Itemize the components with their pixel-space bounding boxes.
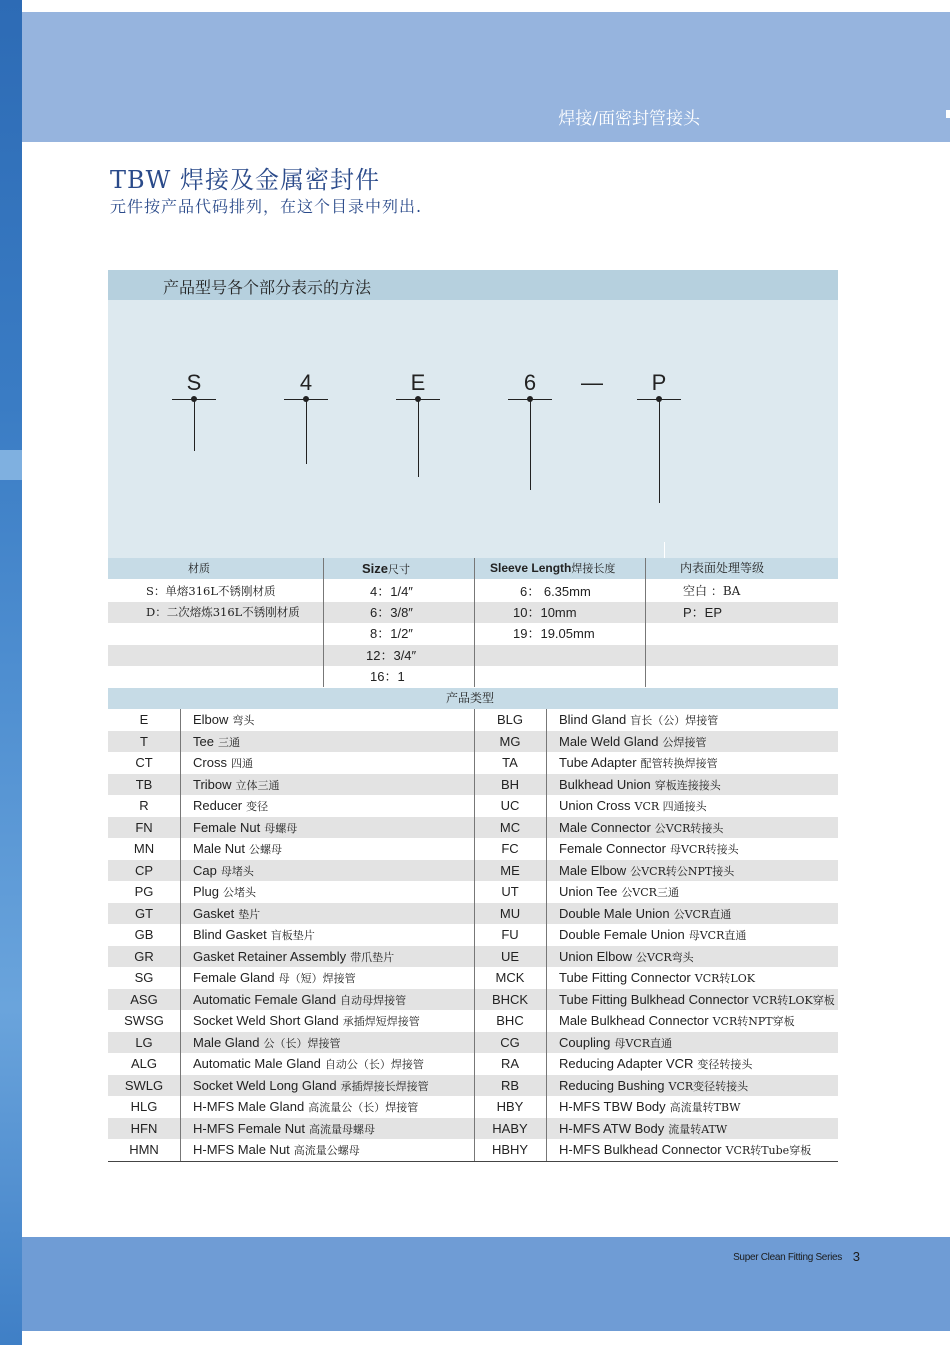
type-name xyxy=(193,731,473,752)
code-type: E xyxy=(410,370,426,395)
connector-line xyxy=(306,399,307,464)
left-decorative-bar xyxy=(0,0,22,1345)
type-name-en: Union Tee xyxy=(559,884,618,899)
type-name xyxy=(193,1010,473,1031)
type-name-en: Coupling xyxy=(559,1034,611,1050)
type-name-cn: VCR转NPT穿板 xyxy=(712,1015,795,1028)
type-name-en: Automatic Male Gland xyxy=(193,1056,321,1071)
type-name-cn: VCR变径转接头 xyxy=(668,1079,749,1093)
header-sleeve xyxy=(490,558,660,579)
spec-row xyxy=(108,645,838,666)
type-code: MN xyxy=(133,841,155,856)
type-name-en: Automatic Female Gland xyxy=(193,991,337,1007)
type-name-en: Socket Weld Short Gland xyxy=(193,1013,339,1028)
type-name-en: Double Female Union xyxy=(559,927,685,942)
type-name-cn: 带爪垫片 xyxy=(350,950,395,964)
type-row xyxy=(108,924,838,945)
column-divider xyxy=(323,558,324,687)
spec-row xyxy=(108,581,838,602)
type-name-cn: 弯头 xyxy=(232,714,255,727)
page-footer xyxy=(22,1237,950,1331)
type-name-cn: 公VCR转公NPT接头 xyxy=(630,864,735,878)
type-name xyxy=(559,1118,838,1139)
type-name-en: Socket Weld Long Gland xyxy=(193,1077,337,1093)
page-number: 3 xyxy=(852,1249,860,1264)
spec-row xyxy=(108,666,838,687)
column-divider xyxy=(474,709,475,1162)
diagram-heading-bar xyxy=(108,270,838,300)
type-name xyxy=(559,774,838,795)
footer-series: Super Clean Fitting Series xyxy=(733,1252,842,1263)
type-name-en: Elbow xyxy=(193,712,229,727)
type-code: CG xyxy=(500,1034,520,1050)
type-name-en: Blind Gland xyxy=(559,712,627,727)
connector-line xyxy=(194,399,195,451)
code-material: S xyxy=(186,370,202,395)
sleeve-cell: 19：19.05mm xyxy=(513,626,595,641)
type-name xyxy=(559,731,838,752)
type-name-cn: 公（长）焊接管 xyxy=(263,1036,341,1050)
type-name-en: Union Cross xyxy=(559,798,631,813)
type-row xyxy=(108,774,838,795)
type-row xyxy=(108,1139,838,1160)
type-name xyxy=(193,752,473,773)
type-name xyxy=(193,1053,473,1074)
type-name-cn: 母（短）焊接管 xyxy=(278,972,356,985)
header-material: 材质 xyxy=(188,562,210,575)
type-code: ASG xyxy=(130,991,158,1007)
type-row xyxy=(108,709,838,730)
type-name-cn: 流量转ATW xyxy=(668,1122,728,1136)
type-name xyxy=(559,838,838,859)
type-code: GR xyxy=(134,948,154,964)
type-name xyxy=(559,1075,838,1096)
page-title: TBW 焊接及金属密封件 xyxy=(110,166,380,194)
type-code: MG xyxy=(499,733,521,749)
header-mark xyxy=(946,110,950,118)
type-row xyxy=(108,1032,838,1053)
type-name-cn: 公VCR弯头 xyxy=(636,950,694,964)
type-name-cn: 公螺母 xyxy=(249,843,283,856)
type-name xyxy=(559,795,838,816)
type-code: MU xyxy=(499,905,521,921)
type-code: RA xyxy=(500,1056,520,1071)
type-name xyxy=(559,989,838,1010)
type-name-cn: 自动公（长）焊接管 xyxy=(324,1058,424,1071)
type-row xyxy=(108,752,838,773)
type-name xyxy=(193,1096,473,1117)
type-name-cn: 母VCR直通 xyxy=(688,929,747,942)
type-code: TB xyxy=(135,776,153,792)
type-name-cn: VCR 四通接头 xyxy=(634,800,707,813)
type-name-en: Cap xyxy=(193,862,217,878)
type-code: SG xyxy=(134,970,154,985)
type-name-cn: 配管转换焊接管 xyxy=(640,757,718,770)
header-title: 焊接/面密封管接头 xyxy=(558,109,700,129)
type-row xyxy=(108,989,838,1010)
code-size: 4 xyxy=(299,370,313,395)
type-name-en: Gasket xyxy=(193,905,235,921)
type-name-en: Male Weld Gland xyxy=(559,733,659,749)
type-name xyxy=(193,860,473,881)
sleeve-cell: 10：10mm xyxy=(513,605,577,620)
type-name xyxy=(193,1032,473,1053)
header-sleeve-en: Sleeve Length xyxy=(490,561,572,575)
type-row xyxy=(108,731,838,752)
spec-row xyxy=(108,623,838,644)
finish-cell: 空白 ：BA xyxy=(683,584,741,598)
size-cell: 16：1 xyxy=(370,669,405,684)
type-name-cn: 立体三通 xyxy=(235,778,280,792)
type-name-cn: 三通 xyxy=(217,735,240,749)
code-diagram xyxy=(108,270,838,558)
type-name-en: Female Connector xyxy=(559,841,666,856)
type-code: CT xyxy=(135,755,153,770)
type-name-cn: 穿板连接接头 xyxy=(654,778,721,792)
diagram-notch xyxy=(664,542,665,558)
type-name xyxy=(193,774,473,795)
type-row xyxy=(108,1053,838,1074)
type-name-cn: VCR转Tube穿板 xyxy=(725,1144,812,1157)
type-code: UE xyxy=(500,948,520,964)
type-code: E xyxy=(139,712,149,727)
type-code: ME xyxy=(500,862,520,878)
type-name-en: H-MFS ATW Body xyxy=(559,1120,665,1136)
types-header-row xyxy=(108,688,838,709)
type-code: HLG xyxy=(130,1099,158,1114)
header-size-cn: 尺寸 xyxy=(388,563,411,576)
type-name-cn: 垫片 xyxy=(238,907,261,921)
type-name-cn: 母堵头 xyxy=(220,864,254,878)
type-name-en: Tube Adapter xyxy=(559,755,637,770)
type-name-cn: 母VCR转接头 xyxy=(669,843,739,856)
type-name xyxy=(559,752,838,773)
material-cell: S：单熔316L不锈刚材质 xyxy=(146,584,276,598)
type-name xyxy=(193,817,473,838)
header-size-en: Size xyxy=(362,561,389,576)
type-name xyxy=(559,967,838,988)
type-name-cn: 变径转接头 xyxy=(697,1058,753,1071)
type-name-en: Tube Fitting Bulkhead Connector xyxy=(559,991,749,1007)
type-name-en: Female Nut xyxy=(193,819,261,835)
code-finish: P xyxy=(651,370,667,395)
type-name-en: Reducer xyxy=(193,798,243,813)
type-code: SWSG xyxy=(124,1013,164,1028)
type-name-en: Union Elbow xyxy=(559,948,632,964)
type-code: BHCK xyxy=(491,991,529,1007)
column-divider xyxy=(474,558,475,687)
code-dash: — xyxy=(581,370,603,395)
type-code: HMN xyxy=(129,1142,159,1157)
type-name xyxy=(193,838,473,859)
type-name-cn: 高流量转TBW xyxy=(669,1101,741,1114)
size-cell: 6：3/8″ xyxy=(370,605,413,620)
type-name-en: Cross xyxy=(193,755,227,770)
type-code: MCK xyxy=(495,970,525,985)
type-name-en: Male Elbow xyxy=(559,862,627,878)
type-name-en: Plug xyxy=(193,884,220,899)
type-name-en: Male Bulkhead Connector xyxy=(559,1013,709,1028)
type-code: HABY xyxy=(492,1120,528,1136)
types-heading: 产品类型 xyxy=(446,691,495,705)
type-name-en: Double Male Union xyxy=(559,905,670,921)
type-code: HBHY xyxy=(491,1142,529,1157)
type-name-cn: 高流量公（长）焊接管 xyxy=(308,1101,419,1114)
type-name-en: H-MFS Male Gland xyxy=(193,1099,305,1114)
type-code: RB xyxy=(500,1077,520,1093)
type-row xyxy=(108,946,838,967)
sleeve-cell: 6： 6.35mm xyxy=(520,584,591,599)
type-name-en: Reducing Bushing xyxy=(559,1077,665,1093)
type-name xyxy=(193,1139,473,1160)
type-name xyxy=(559,946,838,967)
type-code: GT xyxy=(134,905,154,921)
type-code: TA xyxy=(502,755,518,770)
type-name-cn: 承插焊接长焊接管 xyxy=(340,1079,429,1093)
diagram-heading: 产品型号各个部分表示的方法 xyxy=(163,278,372,297)
header-sleeve-cn: 焊接长度 xyxy=(571,562,616,575)
type-name xyxy=(559,860,838,881)
type-name xyxy=(193,924,473,945)
type-name xyxy=(559,1139,838,1160)
type-name xyxy=(559,1010,838,1031)
type-name-cn: 四通 xyxy=(230,757,253,770)
page-header xyxy=(22,12,950,142)
type-code: GB xyxy=(134,927,154,942)
type-row xyxy=(108,881,838,902)
type-name-cn: 自动母焊接管 xyxy=(340,993,407,1007)
type-name-en: Male Gland xyxy=(193,1034,260,1050)
type-row xyxy=(108,1118,838,1139)
type-code: BLG xyxy=(496,712,523,727)
type-name xyxy=(559,709,838,730)
type-code: LG xyxy=(135,1034,153,1050)
type-name-en: Gasket Retainer Assembly xyxy=(193,948,347,964)
type-row xyxy=(108,967,838,988)
type-code: PG xyxy=(134,884,154,899)
type-name-cn: 公堵头 xyxy=(223,886,257,899)
type-name xyxy=(559,903,838,924)
type-name-cn: 变径 xyxy=(246,800,269,813)
connector-line xyxy=(418,399,419,477)
type-name-en: H-MFS Female Nut xyxy=(193,1120,305,1136)
type-name-en: Male Connector xyxy=(559,819,651,835)
type-name-cn: 高流量公螺母 xyxy=(293,1144,360,1157)
type-code: FC xyxy=(501,841,519,856)
type-name xyxy=(559,1053,838,1074)
type-name xyxy=(193,1118,473,1139)
spec-row xyxy=(108,602,838,623)
connector-line xyxy=(659,399,660,503)
size-cell: 4：1/4″ xyxy=(370,584,413,599)
type-name-en: Reducing Adapter VCR xyxy=(559,1056,694,1071)
type-row xyxy=(108,817,838,838)
type-name-en: Tube Fitting Connector xyxy=(559,970,691,985)
type-name-en: Male Nut xyxy=(193,841,246,856)
material-cell: D：二次熔炼316L不锈刚材质 xyxy=(146,605,300,619)
type-code: R xyxy=(139,798,149,813)
type-name-cn: 母VCR直通 xyxy=(614,1036,672,1050)
type-name xyxy=(193,903,473,924)
type-row xyxy=(108,838,838,859)
finish-cell: P：EP xyxy=(683,605,723,620)
type-row xyxy=(108,860,838,881)
type-code: MC xyxy=(499,819,521,835)
type-code: SWLG xyxy=(124,1077,164,1093)
type-name xyxy=(193,709,473,730)
connector-line xyxy=(530,399,531,490)
type-name-en: Bulkhead Union xyxy=(559,776,651,792)
type-name xyxy=(559,924,838,945)
type-name-cn: 高流量母螺母 xyxy=(308,1122,375,1136)
type-name-cn: VCR转LOK穿板 xyxy=(752,993,835,1007)
type-code: UT xyxy=(501,884,519,899)
type-name-cn: VCR转LOK xyxy=(694,972,755,985)
type-name-en: Female Gland xyxy=(193,970,275,985)
type-code: FU xyxy=(501,927,519,942)
type-name xyxy=(193,967,473,988)
type-name xyxy=(559,881,838,902)
type-name xyxy=(193,989,473,1010)
type-row xyxy=(108,1010,838,1031)
size-cell: 8：1/2″ xyxy=(370,626,413,641)
type-name-en: Tee xyxy=(193,733,214,749)
left-bar-highlight xyxy=(0,450,22,480)
type-code: BHC xyxy=(496,1013,524,1028)
table-bottom-rule xyxy=(108,1161,838,1162)
type-name xyxy=(559,817,838,838)
type-row xyxy=(108,903,838,924)
type-code: ALG xyxy=(130,1056,157,1071)
column-divider xyxy=(180,709,181,1162)
column-divider xyxy=(645,558,646,687)
type-code: HBY xyxy=(496,1099,524,1114)
type-name xyxy=(559,1032,838,1053)
type-name-cn: 承插焊短焊接管 xyxy=(342,1015,420,1028)
type-name-cn: 盲长（公）焊接管 xyxy=(630,714,719,727)
type-code: BH xyxy=(500,776,520,792)
type-name-en: Blind Gasket xyxy=(193,927,267,942)
type-name-en: Tribow xyxy=(193,776,232,792)
code-sleeve: 6 xyxy=(523,370,537,395)
type-name xyxy=(193,946,473,967)
size-cell: 12：3/4″ xyxy=(366,648,417,663)
type-code: FN xyxy=(135,819,153,835)
type-row xyxy=(108,795,838,816)
type-code: T xyxy=(140,733,148,749)
type-name-cn: 公焊接管 xyxy=(662,735,707,749)
type-name xyxy=(193,1075,473,1096)
type-name-cn: 盲板垫片 xyxy=(270,929,315,942)
type-name xyxy=(193,881,473,902)
type-name xyxy=(559,1096,838,1117)
page-subtitle: 元件按产品代码排列，在这个目录中列出. xyxy=(110,197,423,216)
type-name-en: H-MFS TBW Body xyxy=(559,1099,666,1114)
type-name-cn: 公VCR三通 xyxy=(621,886,679,899)
type-code: CP xyxy=(134,862,154,878)
type-name-en: H-MFS Male Nut xyxy=(193,1142,290,1157)
type-row xyxy=(108,1075,838,1096)
type-code: HFN xyxy=(130,1120,158,1136)
type-name-en: H-MFS Bulkhead Connector xyxy=(559,1142,722,1157)
type-row xyxy=(108,1096,838,1117)
type-name-cn: 母螺母 xyxy=(264,821,298,835)
type-name-cn: 公VCR转接头 xyxy=(654,821,724,835)
type-name-cn: 公VCR直通 xyxy=(673,907,732,921)
column-divider xyxy=(546,709,547,1162)
type-code: UC xyxy=(500,798,520,813)
type-name xyxy=(193,795,473,816)
header-finish: 内表面处理等级 xyxy=(680,561,765,575)
spec-header-row xyxy=(108,558,838,579)
